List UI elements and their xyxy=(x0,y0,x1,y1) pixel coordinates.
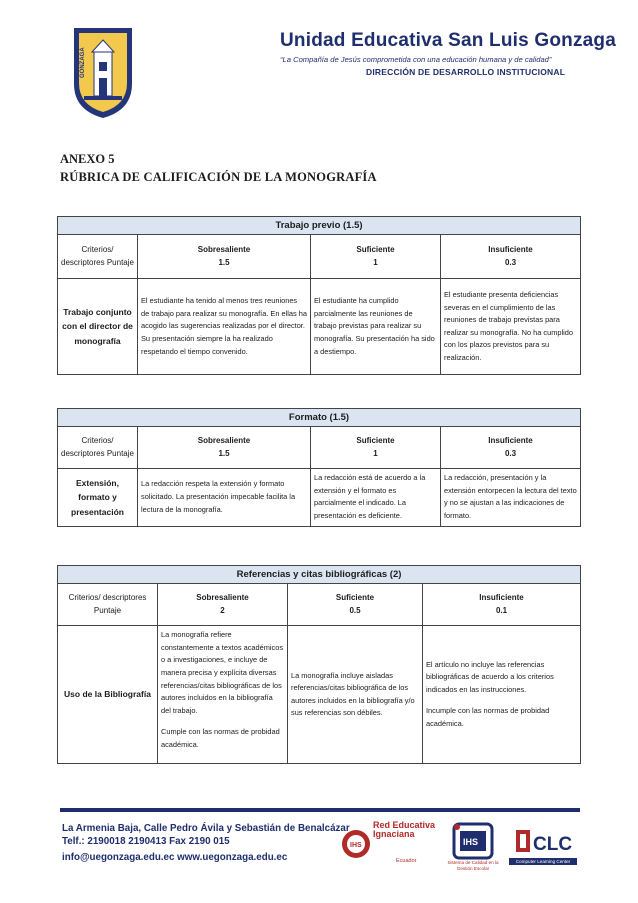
descriptor-sufficient: La redacción está de acuerdo a la extensión y el formato es parcialmente el indicado. La presentación es deficiente. xyxy=(311,469,441,526)
school-motto: “La Compañía de Jesús comprometida con una educación humana y de calidad” xyxy=(280,55,552,64)
rubric-table-format xyxy=(57,408,581,527)
level-header-excellent: Sobresaliente 2 xyxy=(158,584,288,626)
school-name: Unidad Educativa San Luis Gonzaga xyxy=(280,30,616,51)
document-title: RÚBRICA DE CALIFICACIÓN DE LA MONOGRAFÍA xyxy=(60,170,377,184)
school-crest-logo xyxy=(70,22,136,120)
probity-note: Cumple con las normas de probidad académica. xyxy=(161,727,280,749)
quality-system-logo xyxy=(452,822,494,860)
level-header-insufficient: Insuficiente 0.3 xyxy=(441,235,581,279)
svg-text:IHS: IHS xyxy=(463,837,479,847)
descriptor-insufficient: El estudiante presenta deficiencias severas en el cumplimiento de las reuniones de trabajo previstas para realizar su monografía. No ha cumplido con los plazos previstos para su realización. xyxy=(441,279,581,375)
quality-system-caption: Sistema de Calidad en la Gestión Escolar xyxy=(447,860,499,871)
logo-text: GONZAGA xyxy=(80,47,86,78)
clc-caption: Computer Learning Center xyxy=(509,858,577,865)
probity-note: Incumple con las normas de probidad académica. xyxy=(426,706,550,729)
level-header-sufficient: Suficiente 0.5 xyxy=(288,584,423,626)
svg-text:IHS: IHS xyxy=(350,842,362,849)
phone-line: Telf.: 2190018 2190413 Fax 2190 015 xyxy=(62,836,230,848)
level-header-sufficient: Suficiente 1 xyxy=(311,235,441,279)
descriptor-text: El artículo no incluye las referencias bibliográficas de acuerdo a los criterios indicados en las instrucciones. xyxy=(426,659,554,694)
descriptor-text: La monografía refiere constantemente a textos académicos o a investigaciones, e incluye de manera precisa y explícita diversas referencias/citas bibliográficas de los autores incluidos en la bibliografía del trabajo. xyxy=(161,630,284,715)
level-header-sufficient: Suficiente 1 xyxy=(311,427,441,469)
descriptor-excellent xyxy=(158,626,288,764)
rubric-table-previous-work xyxy=(57,216,581,375)
page-header xyxy=(0,0,638,120)
criterion-name: Trabajo conjunto con el director de monografía xyxy=(58,279,138,375)
rubric-table-references xyxy=(57,565,581,764)
criteria-header: Criterios/ descriptores Puntaje xyxy=(58,235,138,279)
department-name: DIRECCIÓN DE DESARROLLO INSTITUCIONAL xyxy=(366,67,566,77)
criteria-header: Criterios/ descriptores Puntaje xyxy=(58,584,158,626)
table-heading: Formato (1.5) xyxy=(58,409,581,427)
clc-text: CLC xyxy=(533,834,572,855)
criterion-name: Extensión, formato y presentación xyxy=(58,469,138,526)
criterion-name: Uso de la Bibliografía xyxy=(58,626,158,764)
level-header-excellent: Sobresaliente 1.5 xyxy=(138,427,311,469)
descriptor-sufficient: El estudiante ha cumplido parcialmente las reuniones de trabajo previstas para realizar su monografía. Su presentación ha sido a destiempo. xyxy=(311,279,441,375)
descriptor-insufficient xyxy=(423,626,581,764)
network-name: Red Educativa Ignaciana xyxy=(373,820,436,840)
level-header-insufficient: Insuficiente 0.1 xyxy=(423,584,581,626)
descriptor-excellent: El estudiante ha tenido al menos tres reuniones de trabajo para realizar su monografía. En ellas ha acogido las sugerencias realizadas por el director. Su presentación siempre la ha realizado respetando el tiempo convenido. xyxy=(138,279,311,375)
descriptor-insufficient: La redacción, presentación y la extensión entorpecen la lectura del texto y no se ajustan a las indicaciones de formato. xyxy=(441,469,581,526)
table-heading: Trabajo previo (1.5) xyxy=(58,217,581,235)
footer-address xyxy=(62,822,350,848)
footer-divider xyxy=(60,808,580,812)
clc-logo xyxy=(514,826,572,856)
level-header-insufficient: Insuficiente 0.3 xyxy=(441,427,581,469)
table-heading: Referencias y citas bibliográficas (2) xyxy=(58,566,581,584)
criteria-header: Criterios/ descriptores Puntaje xyxy=(58,427,138,469)
footer-web[interactable]: info@uegonzaga.edu.ec www.uegonzaga.edu.ec xyxy=(62,852,288,863)
annex-label: ANEXO 5 xyxy=(60,152,115,166)
descriptor-excellent: La redacción respeta la extensión y formato solicitado. La presentación impecable facilita la lectura de la monografía. xyxy=(138,469,311,526)
descriptor-sufficient: La monografía incluye aisladas referencias/citas bibliográfica de los autores incluidos en la bibliografía y/o sus referencias son débiles. xyxy=(288,626,423,764)
network-country: Ecuador xyxy=(396,858,417,864)
level-header-excellent: Sobresaliente 1.5 xyxy=(138,235,311,279)
address-line: La Armenia Baja, Calle Pedro Ávila y Sebastián de Benalcázar xyxy=(62,823,350,834)
